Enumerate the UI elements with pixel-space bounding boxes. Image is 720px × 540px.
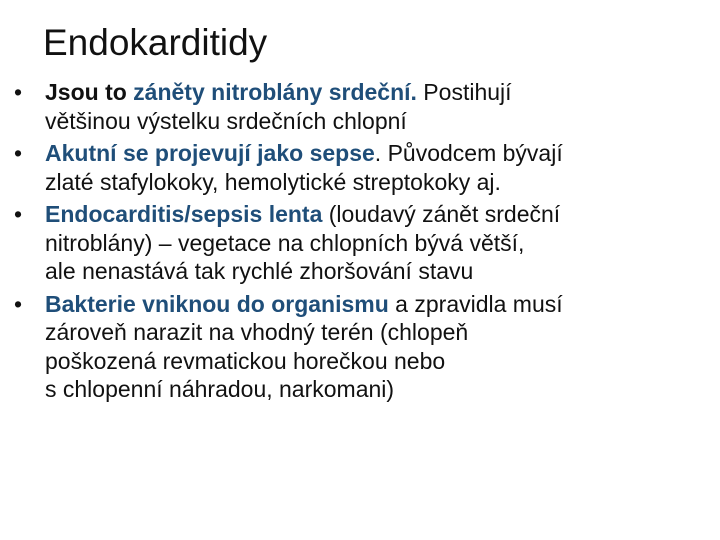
bullet-4-rest: a zpravidla musí [388, 290, 563, 317]
bullet-3-line-3: ale nenastává tak rychlé zhoršování stavu [45, 258, 474, 284]
slide-title: Endokarditidy [43, 22, 268, 63]
bullet-1-emphasis: záněty nitroblány srdeční. [133, 79, 417, 105]
bullet-3-line-2: nitroblány) – vegetace na chlopních bývá větší, [45, 229, 525, 256]
bullet-4-line-3: poškozená revmatickou horečkou nebo [45, 347, 446, 374]
bullet-2-emphasis: Akutní se projevují jako sepse [45, 140, 375, 166]
bullet-item-1 [14, 78, 704, 135]
bullet-4-line-4: s chlopenní náhradou, narkomani) [45, 376, 395, 402]
bullet-4-emphasis: Bakterie vniknou do organismu [45, 290, 389, 317]
bullet-1-lead: Jsou to [45, 79, 134, 105]
bullet-list [14, 78, 704, 408]
bullet-icon: • [14, 79, 23, 105]
bullet-3-rest: (loudavý zánět srdeční [322, 201, 561, 227]
bullet-3-emphasis: Endocarditis/sepsis lenta [45, 201, 323, 227]
bullet-1-rest: Postihují [416, 79, 512, 105]
bullet-icon: • [14, 201, 23, 227]
bullet-item-2 [14, 139, 704, 196]
bullet-item-3 [14, 200, 704, 286]
bullet-icon: • [14, 140, 23, 166]
bullet-2-line-2: zlaté stafylokoky, hemolytické streptokoky aj. [45, 168, 501, 195]
bullet-2-rest: . Původcem bývají [374, 140, 563, 166]
bullet-1-line-2: většinou výstelku srdečních chlopní [45, 107, 407, 134]
bullet-icon: • [14, 290, 23, 317]
bullet-4-line-2: zároveň narazit na vhodný terén (chlopeň [45, 319, 469, 345]
bullet-item-4 [14, 290, 704, 404]
